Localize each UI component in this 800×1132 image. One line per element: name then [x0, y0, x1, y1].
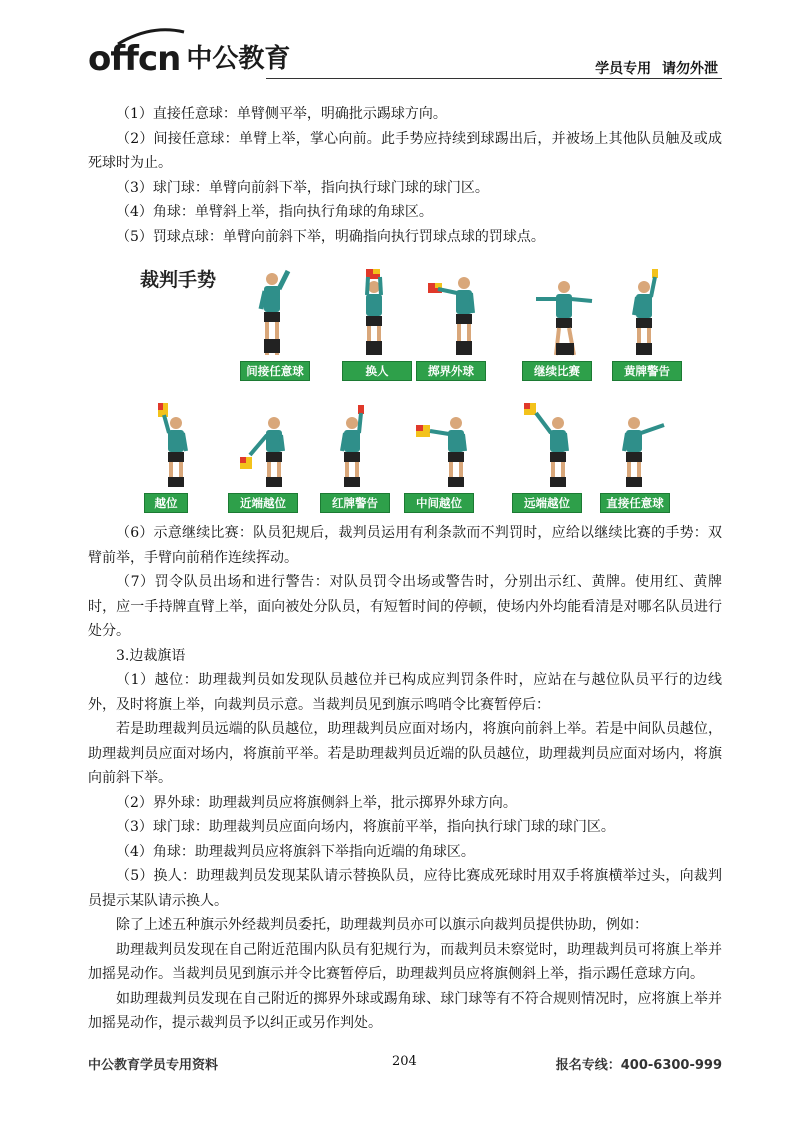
gesture-red-card [320, 401, 404, 513]
gesture-label: 掷界外球 [416, 361, 486, 381]
gesture-label: 换人 [342, 361, 412, 381]
gesture-offside [144, 401, 228, 513]
paragraph: （2）界外球：助理裁判员应将旗侧斜上举，批示掷界外球方向。 [116, 794, 517, 811]
gesture-label: 间接任意球 [240, 361, 310, 381]
footer-left-text: 中公教育学员专用资料 [88, 1058, 219, 1073]
gesture-far-side-offside [512, 401, 596, 513]
section-title: 3.边裁旗语 [116, 647, 186, 664]
gesture-label: 直接任意球 [600, 493, 670, 513]
referee-figure-icon [252, 269, 296, 361]
paragraph: 助理裁判员发现在自己附近范围内队员有犯规行为，而裁判员未察觉时，助理裁判员可将旗上举并加摇晃动作。当裁判员见到旗示并令比赛暂停后，助理裁判员应将旗侧斜上举，指示踢任意球方向。 [88, 941, 722, 982]
referee-figure-icon [534, 269, 594, 361]
referee-flag-figure-icon [240, 401, 300, 493]
paragraph: （4）角球：单臂斜上举，指向执行角球的角球区。 [116, 204, 433, 220]
referee-flag-figure-icon [156, 401, 200, 493]
gesture-label: 黄牌警告 [612, 361, 682, 381]
offcn-logo [88, 39, 291, 79]
gesture-substitution [342, 269, 426, 381]
gesture-central-offside [404, 401, 488, 513]
paragraph: 若是助理裁判员远端的队员越位，助理裁判员应面对场内，将旗向前斜上举。若是中间队员越位，助理裁判员应面对场内，将旗前平举。若是助理裁判员近端的队员越位，助理裁判员应面对场内，将旗向前斜下举。 [88, 721, 722, 786]
referee-flag-figure-icon [428, 269, 488, 361]
paragraph: （5）罚球点球：单臂向前斜下举，明确指向执行罚球点球的罚球点。 [116, 228, 545, 245]
gesture-indirect-free-kick [240, 269, 324, 381]
logo-latin-text: offcn [88, 39, 181, 79]
footer-hotline: 报名专线：400-6300-999 [555, 1058, 722, 1073]
referee-card-figure-icon [624, 269, 668, 361]
figure-title: 裁判手势 [140, 269, 217, 291]
gesture-label: 远端越位 [512, 493, 582, 513]
header-rule [266, 78, 722, 79]
page-number: 204 [392, 1054, 417, 1069]
gesture-play-on [522, 269, 606, 381]
referee-figure-icon [612, 401, 672, 493]
gesture-label: 近端越位 [228, 493, 298, 513]
referee-flag-figure-icon [416, 401, 476, 493]
gesture-yellow-card [612, 269, 696, 381]
referee-card-figure-icon [332, 401, 376, 493]
gesture-label: 红牌警告 [320, 493, 390, 513]
referee-gestures-figure [88, 259, 722, 513]
logo-cn-text: 中公教育 [186, 44, 291, 74]
paragraph: （5）换人：助理裁判员发现某队请示替换队员，应待比赛成死球时用双手将旗横举过头，向裁判员提示某队请示换人。 [88, 868, 722, 909]
referee-flag-figure-icon [354, 269, 398, 361]
paragraph: （3）球门球：单臂向前斜下举，指向执行球门球的球门区。 [116, 179, 489, 196]
paragraph: （2）间接任意球：单臂上举，掌心向前。此手势应持续到球踢出后，并被场上其他队员触及或成死球时为止。 [88, 130, 722, 171]
gesture-near-side-offside [228, 401, 312, 513]
paragraph: （1）越位：助理裁判员如发现队员越位并已构成应判罚条件时，应站在与越位队员平行的边线外，及时将旗上举，向裁判员示意。当裁判员见到旗示鸣哨令比赛暂停后： [88, 672, 722, 713]
referee-flag-figure-icon [524, 401, 584, 493]
gesture-throw-in [416, 269, 500, 381]
main-content [88, 102, 722, 1036]
paragraph: 除了上述五种旗示外经裁判员委托，助理裁判员亦可以旗示向裁判员提供协助，例如： [116, 917, 648, 933]
gesture-label: 继续比赛 [522, 361, 592, 381]
paragraph: （1）直接任意球：单臂侧平举，明确批示踢球方向。 [116, 106, 447, 122]
paragraph: （3）球门球：助理裁判员应面向场内，将旗前平举，指向执行球门球的球门区。 [116, 819, 615, 835]
gesture-direct-free-kick [600, 401, 684, 513]
paragraph: （7）罚令队员出场和进行警告：对队员罚令出场或警告时，分别出示红、黄牌。使用红、黄牌时，应一手持牌直臂上举，面向被处分队员，有短暂时间的停顿，使场内外均能看清是对哪名队员进行处分。 [88, 574, 722, 639]
page-footer [88, 1054, 722, 1076]
paragraph: 如助理裁判员发现在自己附近的掷界外球或踢角球、球门球等有不符合规则情况时，应将旗上举并加摇晃动作，提示裁判员予以纠正或另作判处。 [88, 990, 722, 1031]
gesture-label: 越位 [144, 493, 188, 513]
paragraph: （6）示意继续比赛：队员犯规后，裁判员运用有利条款而不判罚时，应给以继续比赛的手势：双臂前举，手臂向前稍作连续挥动。 [88, 525, 722, 566]
paragraph: （4）角球：助理裁判员应将旗斜下举指向近端的角球区。 [116, 843, 475, 860]
logo-swoosh-icon [116, 26, 186, 46]
header-note: 学员专用 请勿外泄 [595, 61, 718, 77]
page-header [88, 36, 722, 80]
gesture-label: 中间越位 [404, 493, 474, 513]
